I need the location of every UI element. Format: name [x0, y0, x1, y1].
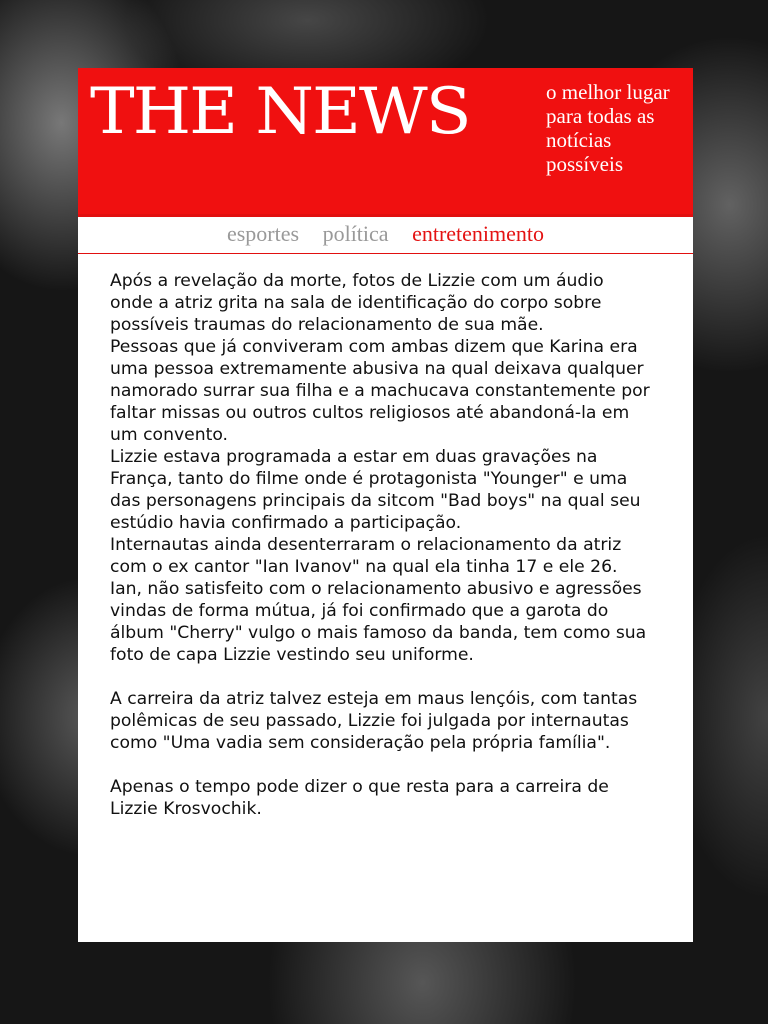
- article-paragraph: Internautas ainda desenterraram o relacionamento da atriz com o ex cantor "Ian Ivanov" na qual ela tinha 17 e ele 26. Ian, não satisfeito com o relacionamento abusivo e agressões vindas de forma mútua, já foi confirmado que a garota do álbum "Cherry" vulgo o mais famoso da banda, tem como sua foto de capa Lizzie vestindo seu uniforme.: [110, 535, 647, 665]
- article-paragraph: Pessoas que já conviveram com ambas dizem que Karina era uma pessoa extremamente abusiva na qual deixava qualquer namorado surrar sua filha e a machucava constantemente por faltar missas ou outros cultos religiosos até abandoná-la em um convento.: [110, 337, 650, 445]
- article-paragraph: Após a revelação da morte, fotos de Lizzie com um áudio onde a atriz grita na sala de identificação do corpo sobre possíveis traumas do relacionamento de sua mãe.: [110, 271, 604, 335]
- article-paragraph: A carreira da atriz talvez esteja em maus lençóis, com tantas polêmicas de seu passado, Lizzie foi julgada por internautas como "Uma vadia sem consideração pela própria família".: [110, 689, 638, 753]
- article-paragraph: Apenas o tempo pode dizer o que resta para a carreira de Lizzie Krosvochik.: [110, 777, 609, 819]
- news-card: [78, 68, 693, 942]
- brand-tagline: o melhor lugar para todas as notícias possíveis: [546, 80, 670, 176]
- nav-item-entretenimento[interactable]: entretenimento: [412, 221, 545, 246]
- article-body: [110, 270, 650, 820]
- section-nav: [78, 214, 693, 254]
- nav-item-esportes[interactable]: esportes: [226, 221, 300, 246]
- article-paragraph: Lizzie estava programada a estar em duas gravações na França, tanto do filme onde é protagonista "Younger" e uma das personagens principais da sitcom "Bad boys" na qual seu estúdio havia confirmado a participação.: [110, 447, 641, 533]
- masthead: [78, 68, 693, 214]
- nav-item-politica[interactable]: política: [322, 221, 389, 246]
- brand-title: THE NEWS: [90, 74, 470, 149]
